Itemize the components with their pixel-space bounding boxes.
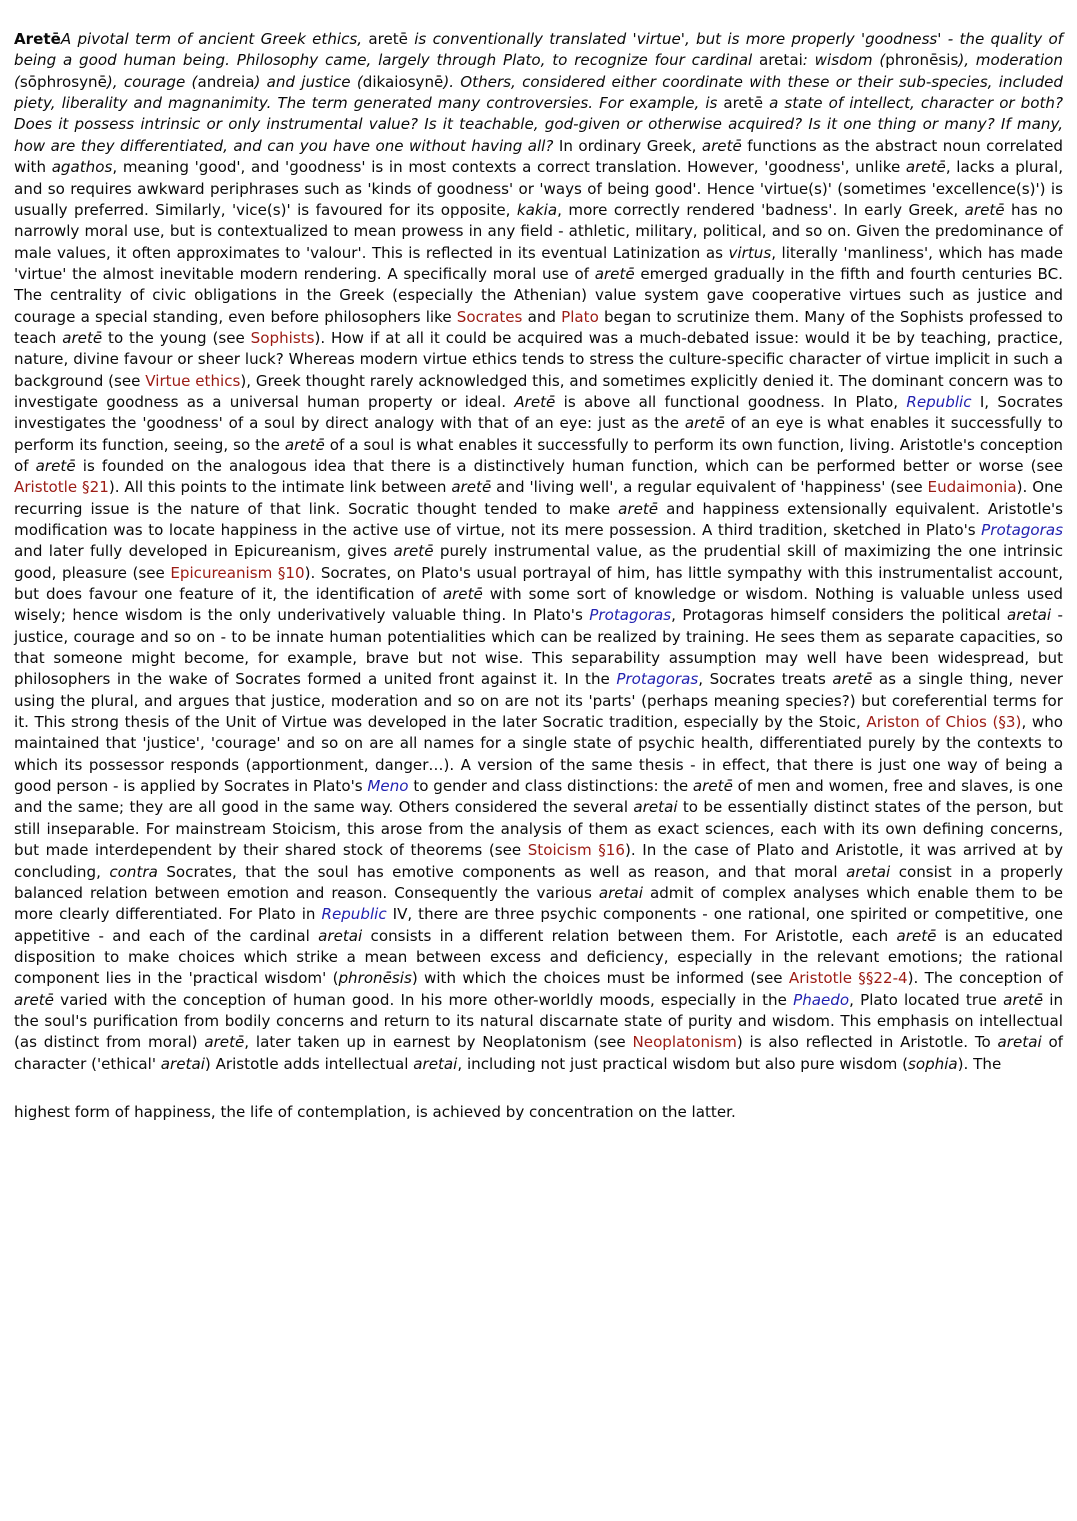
cross-reference-link[interactable]: Eudaimonia bbox=[927, 478, 1017, 497]
italic-term: aretē bbox=[442, 585, 483, 604]
plain-text-run: ) is also reflected in Aristotle. To bbox=[736, 1033, 998, 1052]
italic-term: ), moderation ( bbox=[14, 51, 1063, 91]
plain-text-run: and 'living well', a regular equivalent of 'happiness' (see bbox=[491, 478, 928, 497]
plain-text-run: IV, there are three psychic components - one rational, one spirited or competitive, one appetitive - and each of the cardinal bbox=[14, 905, 1063, 945]
plain-text-run: to gender and class distinctions: the bbox=[408, 777, 693, 796]
work-title-link[interactable]: Protagoras bbox=[981, 521, 1063, 539]
cross-reference-link[interactable]: Neoplatonism bbox=[632, 1033, 737, 1052]
italic-term: aretē bbox=[692, 777, 733, 796]
plain-text-run: , more correctly rendered 'badness'. In early Greek, bbox=[557, 200, 965, 219]
italic-term: aretē bbox=[35, 456, 76, 475]
plain-text-run: varied with the conception of human good. In his more other-worldly moods, especially in the bbox=[53, 990, 794, 1009]
cross-reference-link[interactable]: Plato bbox=[561, 307, 599, 326]
entry-tail-text bbox=[14, 1103, 736, 1121]
cross-reference-link[interactable]: Stoicism §16 bbox=[527, 841, 626, 860]
entry-main-text bbox=[14, 137, 1063, 1073]
plain-text-run: as a single thing, never using the plural, and argues that justice, moderation and so on are not its 'parts' (perhaps meaning species?) but coreferential terms for it. This strong thesis of the Unit of Virtue was developed in the later Socratic tradition, especially by the Stoic, bbox=[14, 670, 1064, 732]
plain-text-run: ) Aristotle adds intellectual bbox=[204, 1054, 414, 1073]
italic-term: aretē bbox=[905, 158, 946, 177]
cross-reference-link[interactable]: Socrates bbox=[456, 307, 523, 326]
italic-term: aretē bbox=[701, 136, 742, 155]
cross-reference-link[interactable]: Aristotle §§22-4 bbox=[788, 969, 908, 988]
plain-text-run: ). Socrates, on Plato's usual portrayal of him, has little sympathy with this instrumentalist account, but does favour one feature of it, the identification of bbox=[14, 563, 1063, 604]
plain-text-run: to be essentially distinct states of the person, but still inseparable. For mainstream Stoicism, this arose from the analysis of them as exact sciences, each with its own defining concerns, but made interdependent by their shared stock of theorems (see bbox=[14, 798, 1063, 860]
plain-text-run: consist in a properly balanced relation between emotion and reason. Consequently the various bbox=[14, 862, 1063, 902]
italic-term: aretai bbox=[997, 1033, 1042, 1052]
plain-text-run: , who maintained that 'justice', 'courage' and so on are all names for a single state of psychic health, differentiated purely by the contexts to which its possessor responds (apportionment, danger…). A version of the same thesis - in effect, that there is just one way of being a good person - is applied by Socrates in Plato's bbox=[14, 713, 1063, 796]
plain-text-run: ). One recurring issue is the nature of that link. Socratic thought tended to make bbox=[14, 478, 1063, 518]
plain-text-run: aretē bbox=[723, 94, 764, 113]
plain-text-run: ). The conception of bbox=[907, 969, 1063, 988]
plain-text-run: phronēsis bbox=[885, 51, 959, 70]
italic-term: virtus bbox=[728, 243, 772, 262]
italic-term: is conventionally translated 'virtue', but is more properly 'goodness' - the quality of being a good human being. Philosophy came, largely through Plato, to recognize four cardinal bbox=[14, 30, 1063, 70]
work-title-link[interactable]: Meno bbox=[367, 777, 409, 796]
work-title-link[interactable]: Republic bbox=[321, 905, 387, 924]
italic-term: phronēsis bbox=[338, 969, 412, 988]
italic-term: aretē bbox=[684, 414, 725, 433]
plain-text-run: with some sort of knowledge or wisdom. Nothing is valuable unless used wisely; hence wisdom is the only underivatively valuable thing. In Plato's bbox=[14, 585, 1063, 625]
plain-text-run: , including not just practical wisdom but also pure wisdom ( bbox=[457, 1054, 908, 1073]
plain-text-run: , Protagoras himself considers the political bbox=[671, 606, 1007, 625]
plain-text-run: , Socrates treats bbox=[698, 670, 833, 689]
italic-term: aretai bbox=[318, 926, 363, 945]
plain-text-run: , later taken up in earnest by Neoplatonism (see bbox=[244, 1033, 633, 1052]
cross-reference-link[interactable]: Epicureanism §10 bbox=[170, 563, 305, 582]
plain-text-run: dikaiosynē bbox=[362, 72, 444, 91]
cross-reference-link[interactable]: Virtue ethics bbox=[145, 371, 241, 390]
plain-text-run: aretē bbox=[368, 30, 408, 49]
plain-text-run: emerged gradually in the fifth and fourth centuries BC. The centrality of civic obligations in the Greek (especially the Athenian) value system gave cooperative virtues such as justice and courage a special standing, even before philosophers like bbox=[14, 264, 1063, 326]
italic-term: aretē bbox=[1003, 990, 1044, 1009]
italic-term: ) and justice ( bbox=[254, 72, 363, 91]
italic-term: A pivotal term of ancient Greek ethics, bbox=[60, 30, 369, 49]
plain-text-run: ) with which the choices must be informed (see bbox=[411, 969, 789, 988]
plain-text-run: functions as the abstract noun correlated with bbox=[14, 136, 1063, 177]
work-title-link[interactable]: Phaedo bbox=[793, 990, 850, 1009]
plain-text-run: and later fully developed in Epicureanism, gives bbox=[14, 542, 394, 561]
plain-text-run: ). How if at all it could be acquired was a much-debated issue: would it be by teaching, practice, nature, divine favour or sheer luck? Whereas modern virtue ethics tends to stress the culture-specific character of virtue implicit in such a background (see bbox=[14, 328, 1063, 390]
italic-term: aretai bbox=[160, 1054, 205, 1073]
plain-text-run: has no narrowly moral use, but is contextualized to mean prowess in any field - athletic, military, political, and so on. Given the predominance of male values, it often approximates to 'valour'. This is reflected in its eventual Latinization as bbox=[14, 200, 1063, 262]
plain-text-run: andreia bbox=[197, 72, 255, 91]
plain-text-run: is an educated disposition to make choices which strike a mean between excess and deficiency, especially in the relevant emotions; the rational component lies in the 'practical wisdom' ( bbox=[14, 926, 1064, 988]
plain-text-run: admit of complex analyses which enable them to be more clearly differentiated. For Plato in bbox=[14, 883, 1063, 924]
italic-term: aretē bbox=[594, 264, 635, 283]
italic-term: aretai bbox=[846, 862, 891, 881]
plain-text-run: of an eye is what enables it successfully to perform its function, seeing, so the bbox=[14, 414, 1064, 454]
cross-reference-link[interactable]: Ariston of Chios (§3) bbox=[866, 713, 1022, 732]
italic-term: agathos bbox=[51, 158, 113, 177]
work-title-link[interactable]: Republic bbox=[906, 392, 972, 411]
entry-headword: Aretē bbox=[14, 30, 61, 49]
plain-text-run: aretai bbox=[759, 51, 803, 70]
plain-text-run: and happiness extensionally equivalent. Aristotle's modification was to locate happiness in the active use of virtue, not its mere possession. A third tradition, sketched in Plato's bbox=[14, 499, 1064, 539]
plain-text-run: ). The bbox=[957, 1054, 1002, 1073]
italic-term: aretē bbox=[62, 328, 103, 347]
plain-text-run: In ordinary Greek, bbox=[553, 136, 702, 155]
encyclopedia-entry-paragraph bbox=[14, 29, 1063, 1075]
plain-text-run: in the soul's purification from bodily concerns and return to its natural discarnate state of purity and wisdom. This emphasis on intellectual (as distinct from moral) bbox=[14, 990, 1064, 1052]
work-title-link[interactable]: Protagoras bbox=[589, 606, 672, 625]
plain-text-run: of character ('ethical' bbox=[14, 1033, 1063, 1073]
plain-text-run: ), Greek thought rarely acknowledged this, and sometimes explicitly denied it. The dominant concern was to investigate goodness as a universal human property or ideal. bbox=[14, 371, 1063, 411]
italic-term: ), courage ( bbox=[106, 72, 198, 91]
plain-text-run: ). All this points to the intimate link between bbox=[108, 478, 452, 497]
plain-text-run: began to scrutinize them. Many of the Sophists professed to teach bbox=[14, 307, 1063, 347]
plain-text-run: Socrates, that the soul has emotive components as well as reason, and that moral bbox=[157, 862, 847, 881]
italic-term: aretē bbox=[451, 478, 492, 497]
italic-term: ). Others, considered either coordinate with these or their sub-species, included piety, liberality and magnanimity. The term generated many controversies. For example, is bbox=[14, 72, 1064, 113]
italic-term: aretai bbox=[633, 798, 678, 817]
plain-text-run: is above all functional goodness. In Plato, bbox=[555, 392, 907, 411]
italic-term: aretai bbox=[598, 883, 643, 902]
plain-text-run: , Plato located true bbox=[849, 990, 1004, 1009]
plain-text-run: - justice, courage and so on - to be innate human potentialities which can be realized by training. He sees them as separate capacities, so that someone might become, for example, brave but not wise. This separability assumption may well have been widespread, but philosophers in the wake of Socrates formed a united front against it. In the bbox=[14, 606, 1063, 689]
plain-text-run: to the young (see bbox=[102, 328, 251, 347]
italic-term: kakia bbox=[516, 200, 558, 219]
plain-text-run: , literally 'manliness', which has made 'virtue' the almost inevitable modern rendering. A specifically moral use of bbox=[14, 243, 1063, 283]
plain-text-run: and bbox=[522, 307, 562, 326]
italic-term: aretē bbox=[284, 435, 325, 454]
plain-text-run: ). In the case of Plato and Aristotle, it was arrived at by concluding, bbox=[14, 841, 1064, 881]
italic-term: sophia bbox=[907, 1054, 958, 1073]
plain-text-run: of men and women, free and slaves, is one and the same; they are all good in the same way. Others considered the several bbox=[14, 777, 1064, 817]
plain-text-run: , meaning 'good', and 'goodness' is in most contexts a correct translation. However, 'goodness', unlike bbox=[112, 158, 906, 177]
italic-term: aretē bbox=[14, 990, 54, 1009]
italic-term: aretē bbox=[896, 926, 937, 945]
plain-text-run: consists in a different relation between them. For Aristotle, each bbox=[362, 926, 897, 945]
cross-reference-link[interactable]: Aristotle §21 bbox=[14, 478, 109, 497]
italic-term: a state of intellect, character or both? Does it possess intrinsic or only instrumental value? Is it teachable, god-given or otherwise acquired? Is it one thing or many? If many, how are they differentiated, and can you have one without having all? bbox=[14, 94, 1063, 155]
italic-term: aretē bbox=[832, 670, 873, 689]
italic-term: aretē bbox=[204, 1033, 245, 1052]
italic-term: aretē bbox=[964, 200, 1005, 219]
plain-text-run: is founded on the analogous idea that there is a distinctively human function, which can be performed better or worse (see bbox=[75, 456, 1063, 475]
plain-text-run: purely instrumental value, as the prudential skill of maximizing the one intrinsic good, pleasure (see bbox=[14, 542, 1063, 582]
plain-text-run: highest form of happiness, the life of contemplation, is achieved by concentration on the latter. bbox=[14, 1102, 736, 1121]
italic-term: contra bbox=[109, 862, 158, 881]
italic-term: : wisdom ( bbox=[802, 51, 886, 70]
work-title-link[interactable]: Protagoras bbox=[616, 670, 699, 689]
italic-term: aretai bbox=[413, 1054, 458, 1073]
plain-text-run: of a soul is what enables it successfully to perform its own function, living. Aristotle's conception of bbox=[14, 435, 1063, 475]
encyclopedia-entry-continuation bbox=[14, 1102, 1063, 1123]
italic-term: aretai bbox=[1006, 606, 1052, 625]
plain-text-run: I, Socrates investigates the 'goodness' of a soul by direct analogy with that of an eye: just as the bbox=[14, 392, 1064, 433]
italic-term: aretē bbox=[393, 542, 434, 561]
plain-text-run: sōphrosynē bbox=[19, 72, 107, 91]
italic-term: Aretē bbox=[514, 392, 556, 411]
cross-reference-link[interactable]: Sophists bbox=[250, 328, 315, 347]
plain-text-run: , lacks a plural, and so requires awkward periphrases such as 'kinds of goodness' or 'ways of being good'. Hence 'virtue(s)' (sometimes 'excellence(s)') is usually preferred. Similarly, 'vice(s)' is favoured for its opposite, bbox=[14, 158, 1063, 219]
italic-term: aretē bbox=[618, 499, 659, 518]
